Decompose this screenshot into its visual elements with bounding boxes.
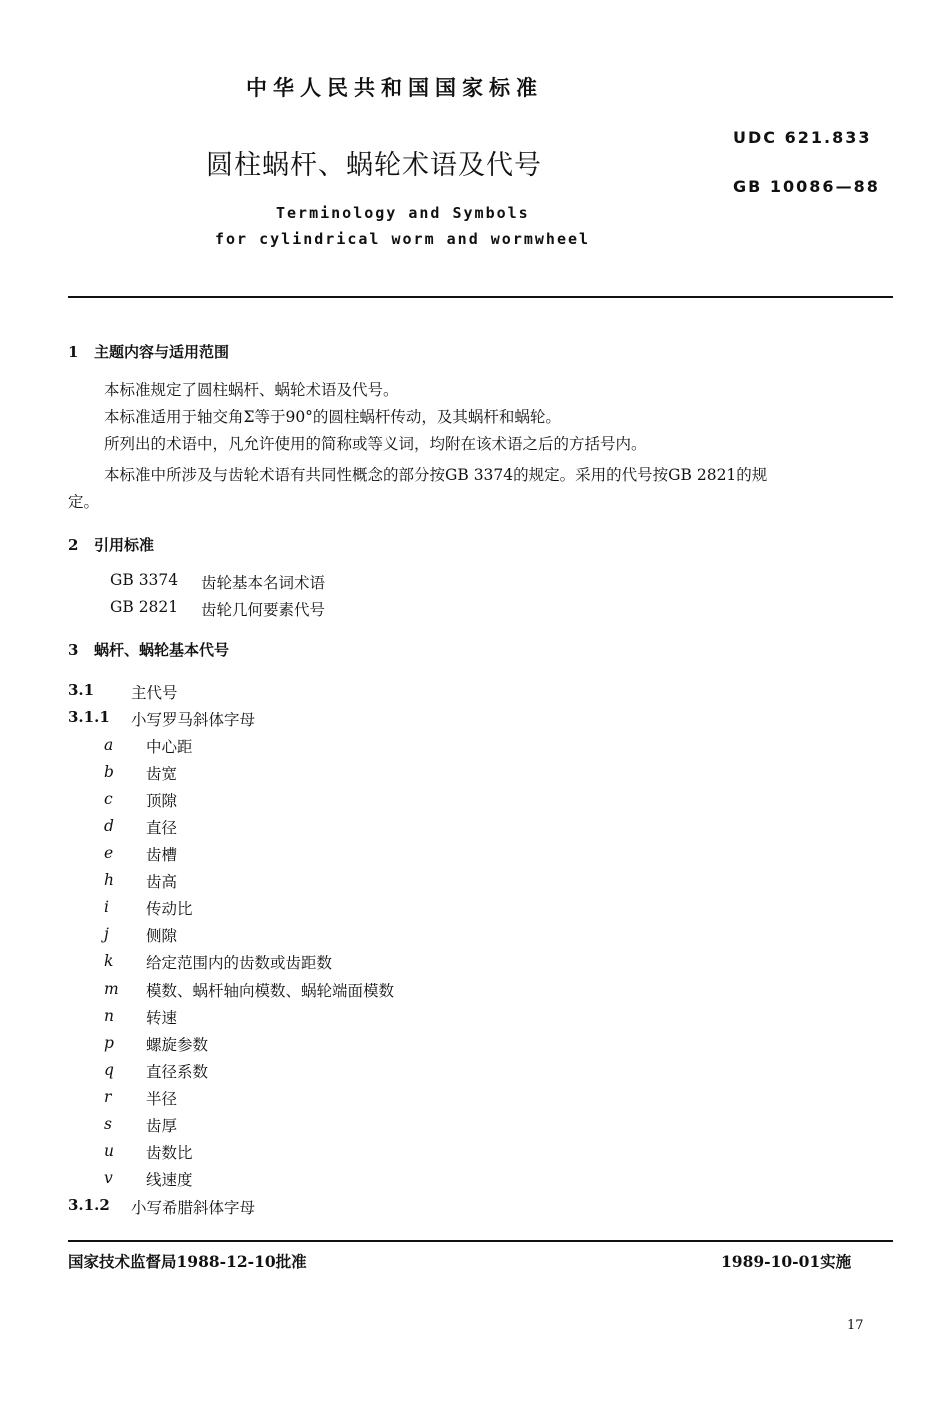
subsection-title: 小写罗马斜体字母 [131,711,256,729]
symbol: j [104,925,109,943]
udc-code: UDC 621.833 [733,128,872,147]
symbol-name: 齿高 [146,873,178,891]
symbol-name: 传动比 [146,900,193,918]
subsection-title: 主代号 [131,684,178,702]
paragraph: 所列出的术语中，凡允许使用的简称或等义词，均附在该术语之后的方括号内。 [104,435,647,453]
symbol-name: 直径系数 [146,1063,209,1081]
section-title: 蜗杆、蜗轮基本代号 [94,641,230,659]
section-number: 3 [68,641,79,659]
symbol-name: 齿厚 [146,1117,178,1135]
symbol-name: 齿宽 [146,765,178,783]
symbol-name: 齿槽 [146,846,178,864]
section-2-heading [68,534,154,555]
english-title-line-1: Terminology and Symbols [276,204,530,222]
paragraph: 本标准规定了圆柱蜗杆、蜗轮术语及代号。 [104,381,399,399]
symbol-name: 顶隙 [146,792,178,810]
national-standard-heading: 中华人民共和国国家标准 [246,75,543,100]
section-1-heading [68,341,229,362]
gb-code: GB 10086—88 [733,177,880,196]
symbol-name: 线速度 [146,1171,193,1189]
paragraph: 本标准中所涉及与齿轮术语有共同性概念的部分按GB 3374的规定。采用的代号按GB 2821的规 [104,466,768,484]
symbol: q [104,1061,114,1079]
symbol: i [104,898,109,916]
section-title: 主题内容与适用范围 [94,343,230,361]
reference-name: 齿轮基本名词术语 [201,574,326,592]
symbol-name: 直径 [146,819,178,837]
reference-code: GB 2821 [110,598,179,616]
reference-code: GB 3374 [110,571,179,589]
symbol: s [104,1115,112,1133]
symbol: e [104,844,114,862]
symbol-name: 侧隙 [146,927,178,945]
page-number: 17 [847,1318,864,1333]
symbol: p [104,1034,114,1052]
section-number: 2 [68,536,79,554]
symbol-name: 螺旋参数 [146,1036,209,1054]
symbol-name: 齿数比 [146,1144,193,1162]
symbol: n [104,1007,114,1025]
section-3-heading [68,639,229,660]
symbol: a [104,736,114,754]
section-number: 1 [68,343,79,361]
symbol: m [104,980,119,998]
symbol: v [104,1169,113,1187]
subsection-number: 3.1.1 [68,708,110,726]
english-title-line-2: for cylindrical worm and wormwheel [215,230,591,248]
subsection-number: 3.1 [68,681,95,699]
symbol: u [104,1142,114,1160]
document-title: 圆柱蜗杆、蜗轮术语及代号 [206,150,542,181]
effective-date: 1989-10-01实施 [721,1252,852,1271]
symbol-name: 半径 [146,1090,178,1108]
symbol-name: 转速 [146,1009,178,1027]
paragraph: 本标准适用于轴交角Σ等于90°的圆柱蜗杆传动，及其蜗杆和蜗轮。 [104,408,561,426]
symbol-name: 中心距 [146,738,193,756]
symbol: d [104,817,114,835]
symbol-name: 给定范围内的齿数或齿距数 [146,954,333,972]
symbol: r [104,1088,112,1106]
symbol: b [104,763,114,781]
symbol: k [104,952,114,970]
approval-statement: 国家技术监督局1988-12-10批准 [68,1252,307,1271]
paragraph-continuation: 定。 [68,493,100,511]
section-title: 引用标准 [94,536,155,554]
reference-name: 齿轮几何要素代号 [201,601,326,619]
header-divider [68,296,893,298]
subsection-title: 小写希腊斜体字母 [131,1199,256,1217]
subsection-number: 3.1.2 [68,1196,110,1214]
symbol: h [104,871,114,889]
footer-divider [68,1240,893,1242]
symbol: c [104,790,113,808]
symbol-name: 模数、蜗杆轴向模数、蜗轮端面模数 [146,982,395,1000]
